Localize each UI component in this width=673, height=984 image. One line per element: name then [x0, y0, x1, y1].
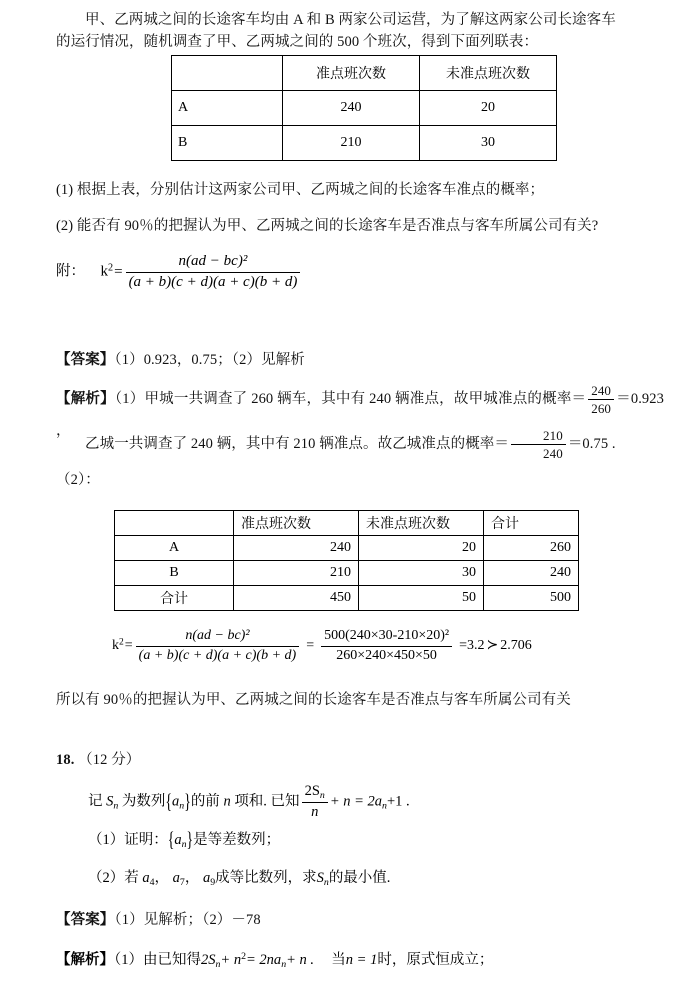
analysis18-when: 当 — [331, 952, 346, 968]
table2-row2-late: 50 — [359, 586, 484, 611]
analysis-fraction-yi-den: 240 — [543, 446, 563, 462]
analysis18-mid: = 2na — [246, 952, 282, 968]
sub2-a7-sub: 7 — [179, 876, 185, 888]
table1-header-blank — [172, 56, 283, 91]
problem17-analysis-line2 — [56, 428, 664, 462]
table2-row0-label: A — [115, 536, 234, 561]
table2-row2-ontime: 450 — [234, 586, 359, 611]
formula-k: k — [100, 263, 108, 280]
sub2-a9: a — [202, 870, 211, 886]
analysis-label-17: 【解析】 — [56, 391, 115, 408]
analysis-fraction-jia — [588, 383, 614, 417]
problem18-number-line — [56, 748, 140, 773]
table2-row2-total: 500 — [484, 586, 579, 611]
problem17-analysis-part2-label — [56, 468, 664, 493]
problem17-stem-line2 — [56, 30, 664, 55]
stem18-tail-end: +1 . — [386, 793, 410, 810]
stem18-an: a — [172, 793, 180, 810]
formula-denominator: (a + b)(c + d)(a + c)(b + d) — [128, 273, 298, 290]
table2-row2-label: 合计 — [115, 586, 234, 611]
stem-line2-text: 的运行情况，随机调查了甲、乙两城之间的 500 个班次，得到下面列联表： — [56, 34, 539, 50]
sub1-prefix: （1）证明： — [88, 832, 168, 848]
stem18-an-sub: n — [179, 800, 185, 812]
analysis-fraction-yi — [511, 428, 566, 462]
stem18-Sn: S — [106, 793, 114, 810]
analysis18-n-exponent: 2 — [241, 950, 247, 962]
analysis-fraction-jia-den: 260 — [591, 401, 612, 417]
problem18-points: （12 分） — [78, 752, 141, 768]
calc-numerator-symbolic: n(ad − bc)² — [136, 628, 300, 647]
table1-row0-late: 20 — [420, 91, 557, 126]
stem18-tail: + n = 2a — [329, 793, 383, 810]
analysis-1b-text: 乙城一共调查了 240 辆，其中有 210 辆准点。故乙城准点的概率＝ — [85, 436, 509, 453]
table-row — [115, 561, 579, 586]
sub1-suffix: 是等差数列； — [193, 832, 281, 848]
table2-row0-ontime: 240 — [234, 536, 359, 561]
table2-header-late: 未准点班次数 — [359, 511, 484, 536]
table2-row1-label: B — [115, 561, 234, 586]
analysis-label-18: 【解析】 — [56, 952, 114, 968]
stem-line1-text: 甲、乙两城之间的长途客车均由 A 和 B 两家公司运营，为了解这两家公司长途客车 — [85, 12, 616, 28]
calc-denominator-symbolic: (a + b)(c + d)(a + c)(b + d) — [138, 647, 297, 663]
sub1-an: a — [174, 832, 182, 848]
problem18-sub-question-2: （2）若 $a_4$， $a_7$， $a_9$成等比数列，求$S_n$的最小值. — [88, 870, 391, 888]
calc-fraction-symbolic — [136, 628, 300, 664]
table1-row0-ontime: 240 — [283, 91, 420, 126]
answer-text-18: （1）见解析；（2）－78 — [114, 912, 261, 928]
table1-row0-label: A — [172, 91, 283, 126]
problem17-chi-square-calculation — [112, 628, 533, 664]
calc-denominator-numeric: 260×240×450×50 — [336, 647, 437, 663]
sub2-prefix: （2）若 — [88, 870, 139, 886]
analysis18-tail-text: 时，原式恒成立； — [377, 952, 494, 968]
problem17-answer — [56, 348, 664, 373]
analysis18-tail: + n . — [286, 952, 315, 968]
stem18-fraction — [302, 783, 328, 821]
calc-critical-value: 2.706 — [500, 638, 532, 654]
analysis18-prefix: （1）由已知得 — [114, 952, 201, 968]
sub2-suffix: 的最小值. — [328, 870, 391, 886]
problem18-stem: 记 $S_n$ 为数列$\{a_n\}$的前 n 项和. 已知 $\frac{2S_n}{n}$ + $n = 2a_n+1$ . — [88, 783, 410, 821]
stem18-mid1: 为数列 — [121, 793, 166, 810]
stem18-mid2: 的前 — [190, 793, 220, 810]
table1-header-ontime: 准点班次数 — [283, 56, 420, 91]
sub2-Sn-sub: n — [323, 876, 329, 888]
table1-row1-label: B — [172, 126, 283, 161]
problem18-number: 18. — [56, 752, 75, 768]
table-row — [172, 126, 557, 161]
sub2-Sn: S — [316, 870, 324, 886]
formula-equals: = — [114, 263, 123, 280]
sub2-mid: 成等比数列，求 — [215, 870, 317, 886]
problem18-analysis — [56, 948, 493, 970]
problem17-conclusion — [56, 688, 664, 713]
analysis-1b-result: ＝0.75 . — [567, 436, 616, 453]
sub1-an-sub: n — [181, 838, 187, 850]
contingency-table-1 — [171, 55, 557, 161]
analysis18-2Sn-sub: n — [215, 958, 221, 970]
question1-text: (1) 根据上表，分别估计这两家公司甲、乙两城之间的长途客车准点的概率； — [56, 182, 545, 198]
calc-k: k — [112, 638, 119, 654]
analysis-1a-result: ＝0.923 ， — [56, 391, 664, 439]
analysis18-n-equals-1: n = 1 — [345, 952, 378, 968]
table2-row0-total: 260 — [484, 536, 579, 561]
stem18-mid3: 项和. 已知 — [234, 793, 300, 810]
stem18-tail-sub: n — [382, 800, 387, 812]
problem17-question-2 — [56, 214, 664, 239]
calc-comparison-operator: ≻ — [486, 638, 499, 654]
table-header-row — [115, 511, 579, 536]
table1-row1-late: 30 — [420, 126, 557, 161]
sub2-a4-sub: 4 — [149, 876, 155, 888]
stem18-fraction-den: n — [311, 804, 319, 821]
conclusion-text: 所以有 90％的把握认为甲、乙两城之间的长途客车是否准点与客车所属公司有关 — [56, 692, 571, 708]
calc-fraction-numeric — [321, 628, 452, 664]
stem18-n: n — [223, 793, 231, 810]
analysis-2-label: （2）： — [56, 472, 100, 488]
table1-row1-ontime: 210 — [283, 126, 420, 161]
problem18-answer — [56, 908, 664, 933]
formula-note-label: 附： — [56, 263, 85, 280]
analysis-fraction-jia-num: 240 — [588, 383, 614, 400]
table2-header-ontime: 准点班次数 — [234, 511, 359, 536]
analysis-1a-text: （1）甲城一共调查了 260 辆车，其中有 240 辆准点，故甲城准点的概率＝ — [114, 391, 587, 408]
calc-result: =3.2 — [459, 638, 485, 654]
table-row — [172, 91, 557, 126]
analysis18-mid-sub: n — [281, 958, 287, 970]
answer-text-17: （1）0.923，0.75；（2）见解析 — [114, 352, 305, 368]
analysis-fraction-yi-num: 210 — [511, 428, 566, 445]
problem17-question-1 — [56, 178, 664, 203]
table-header-row — [172, 56, 557, 91]
stem18-prefix: 记 — [88, 793, 103, 810]
table-row — [115, 536, 579, 561]
table2-header-blank — [115, 511, 234, 536]
formula-numerator: n(ad − bc)² — [126, 253, 301, 273]
formula-k-exponent: 2 — [108, 262, 114, 274]
calc-k-exponent: 2 — [119, 637, 124, 648]
table2-header-total: 合计 — [484, 511, 579, 536]
sub2-a7: a — [172, 870, 180, 886]
stem18-Sn-sub: n — [113, 800, 119, 812]
problem18-sub-question-1: （1）证明：$\{a_n\}$是等差数列； — [88, 828, 281, 851]
table2-row1-total: 240 — [484, 561, 579, 586]
sub2-a4: a — [142, 870, 150, 886]
question2-text: (2) 能否有 90％的把握认为甲、乙两城之间的长途客车是否准点与客车所属公司有关? — [56, 218, 599, 234]
stem18-fraction-num: $2S_n$ — [302, 783, 328, 803]
problem17-chi-square-formula — [56, 253, 302, 291]
sub2-a9-sub: 9 — [210, 876, 216, 888]
table2-row1-late: 30 — [359, 561, 484, 586]
table1-header-late: 未准点班次数 — [420, 56, 557, 91]
formula-fraction — [126, 253, 301, 291]
table2-row1-ontime: 210 — [234, 561, 359, 586]
contingency-table-2 — [114, 510, 579, 611]
answer-label-17: 【答案】 — [56, 352, 115, 368]
table-row — [115, 586, 579, 611]
analysis18-plus-n: + n — [220, 952, 242, 968]
calc-equals-1: = — [124, 638, 133, 654]
analysis18-2Sn: 2S — [201, 952, 216, 968]
calc-equals-2: = — [306, 638, 315, 654]
answer-label-18: 【答案】 — [56, 912, 115, 928]
table2-row0-late: 20 — [359, 536, 484, 561]
calc-numerator-numeric: 500(240×30-210×20)² — [321, 628, 452, 647]
